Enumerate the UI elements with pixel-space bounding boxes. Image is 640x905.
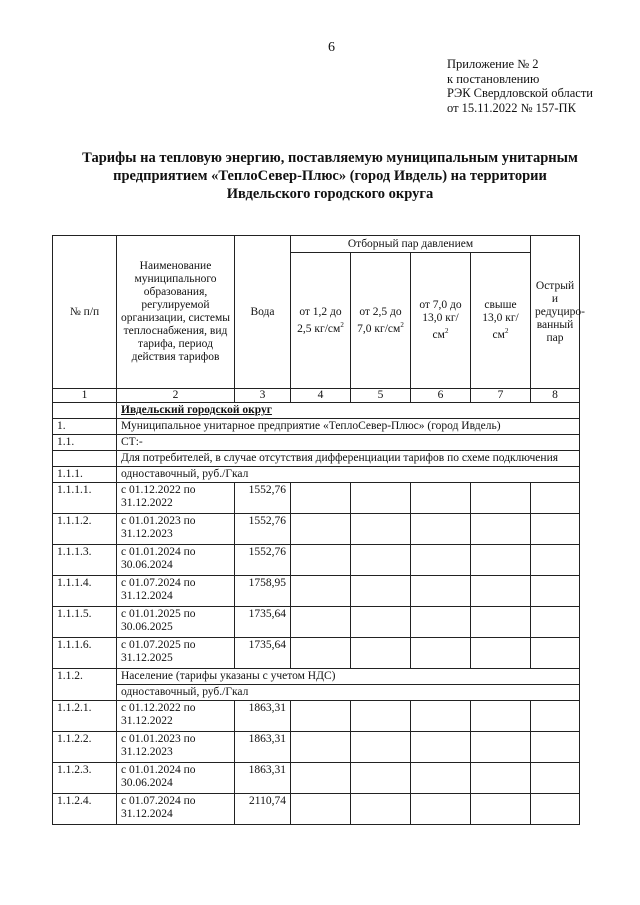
row-number: 1.1.1.	[53, 467, 117, 483]
empty-cell	[411, 607, 471, 638]
header-pressure-4: свыше 13,0 $кг/см^2$	[471, 253, 531, 389]
empty-cell	[411, 794, 471, 825]
table-row	[53, 483, 580, 514]
water-tariff-value: 1735,64	[235, 638, 291, 669]
empty-cell	[291, 763, 351, 794]
empty-cell	[291, 514, 351, 545]
column-number: 4	[291, 389, 351, 403]
header-pressure-1: от 1,2 до 2,5 $кг/см^2$	[291, 253, 351, 389]
empty-cell	[411, 701, 471, 732]
empty-cell	[531, 638, 580, 669]
water-tariff-value: 1552,76	[235, 483, 291, 514]
empty-cell	[351, 483, 411, 514]
system-row	[53, 435, 580, 451]
period-cell: с 01.07.2025 по 31.12.2025	[117, 638, 235, 669]
org-name: Муниципальное унитарное предприятие «ТеплоСевер-Плюс» (город Ивдель)	[117, 419, 580, 435]
empty-cell	[351, 794, 411, 825]
table-row	[53, 514, 580, 545]
empty-cell	[471, 483, 531, 514]
appendix-line: от 15.11.2022 № 157-ПК	[447, 100, 576, 115]
table-row	[53, 794, 580, 825]
empty-cell	[351, 638, 411, 669]
header-name: Наименование муниципального образования, регулируемой организации, системы теплоснабжения, вид тарифа, период действия тарифов	[117, 236, 235, 389]
header-water: Вода	[235, 236, 291, 389]
water-tariff-value: 1552,76	[235, 514, 291, 545]
row-number: 1.1.2.4.	[53, 794, 117, 825]
empty-cell	[471, 732, 531, 763]
empty-cell	[471, 545, 531, 576]
water-tariff-value: 2110,74	[235, 794, 291, 825]
row-number: 1.1.	[53, 435, 117, 451]
note-row	[53, 451, 580, 467]
table-cell	[53, 451, 117, 467]
row-number: 1.1.2.	[53, 669, 117, 701]
empty-cell	[531, 794, 580, 825]
column-number-row	[53, 389, 580, 403]
empty-cell	[351, 732, 411, 763]
header-sharp-steam: Острый и редуциро-ванный пар	[531, 236, 580, 389]
empty-cell	[531, 607, 580, 638]
period-cell: с 01.07.2024 по 31.12.2024	[117, 576, 235, 607]
appendix-note	[447, 57, 593, 115]
page-number: 6	[328, 40, 335, 55]
system-name: СТ:-	[117, 435, 580, 451]
period-cell: с 01.01.2025 по 30.06.2025	[117, 607, 235, 638]
group-subtitle: одноставочный, руб./Гкал	[117, 685, 580, 701]
empty-cell	[531, 732, 580, 763]
empty-cell	[471, 607, 531, 638]
group2-rows	[53, 701, 580, 825]
empty-cell	[351, 607, 411, 638]
period-cell: с 01.01.2023 по 31.12.2023	[117, 732, 235, 763]
title-line: Ивдельского городского округа	[226, 186, 434, 202]
row-number: 1.1.2.3.	[53, 763, 117, 794]
row-number: 1.1.1.5.	[53, 607, 117, 638]
table-row	[53, 607, 580, 638]
note-text: Для потребителей, в случае отсутствия дифференциации тарифов по схеме подключения	[117, 451, 580, 467]
empty-cell	[411, 545, 471, 576]
row-number: 1.	[53, 419, 117, 435]
org-row	[53, 419, 580, 435]
appendix-line: к постановлению	[447, 71, 540, 86]
row-number: 1.1.2.1.	[53, 701, 117, 732]
empty-cell	[411, 483, 471, 514]
column-number: 6	[411, 389, 471, 403]
empty-cell	[531, 701, 580, 732]
table-row	[53, 732, 580, 763]
empty-cell	[471, 576, 531, 607]
appendix-line: Приложение № 2	[447, 57, 539, 71]
empty-cell	[291, 701, 351, 732]
period-cell: с 01.12.2022 по 31.12.2022	[117, 483, 235, 514]
group-title: одноставочный, руб./Гкал	[117, 467, 580, 483]
water-tariff-value: 1758,95	[235, 576, 291, 607]
table-cell	[53, 403, 117, 419]
empty-cell	[291, 794, 351, 825]
row-number: 1.1.1.1.	[53, 483, 117, 514]
section-row	[53, 403, 580, 419]
appendix-line: РЭК Свердловской области	[447, 86, 593, 100]
period-cell: с 01.01.2024 по 30.06.2024	[117, 545, 235, 576]
empty-cell	[291, 483, 351, 514]
empty-cell	[411, 576, 471, 607]
empty-cell	[471, 794, 531, 825]
group-subrow	[53, 685, 580, 701]
empty-cell	[291, 607, 351, 638]
column-number: 2	[117, 389, 235, 403]
group-row	[53, 467, 580, 483]
empty-cell	[471, 638, 531, 669]
empty-cell	[291, 638, 351, 669]
group-title: Население (тарифы указаны с учетом НДС)	[117, 669, 580, 685]
section-title: Ивдельский городской округ	[117, 403, 580, 419]
column-number: 8	[531, 389, 580, 403]
water-tariff-value: 1863,31	[235, 763, 291, 794]
empty-cell	[351, 701, 411, 732]
group-row	[53, 669, 580, 685]
empty-cell	[531, 763, 580, 794]
period-cell: с 01.07.2024 по 31.12.2024	[117, 794, 235, 825]
period-cell: с 01.01.2023 по 31.12.2023	[117, 514, 235, 545]
empty-cell	[411, 638, 471, 669]
table-row	[53, 545, 580, 576]
water-tariff-value: 1863,31	[235, 732, 291, 763]
water-tariff-value: 1552,76	[235, 545, 291, 576]
empty-cell	[471, 701, 531, 732]
column-number: 7	[471, 389, 531, 403]
empty-cell	[411, 732, 471, 763]
empty-cell	[351, 514, 411, 545]
column-number: 1	[53, 389, 117, 403]
empty-cell	[291, 576, 351, 607]
period-cell: с 01.01.2024 по 30.06.2024	[117, 763, 235, 794]
empty-cell	[291, 732, 351, 763]
title-line: предприятием «ТеплоСевер-Плюс» (город Ивдель) на территории	[113, 168, 547, 184]
empty-cell	[411, 514, 471, 545]
table-row	[53, 763, 580, 794]
period-cell: с 01.12.2022 по 31.12.2022	[117, 701, 235, 732]
row-number: 1.1.1.6.	[53, 638, 117, 669]
empty-cell	[351, 576, 411, 607]
group1-rows	[53, 483, 580, 669]
water-tariff-value: 1735,64	[235, 607, 291, 638]
header-steam-group: Отборный пар давлением	[291, 236, 531, 253]
empty-cell	[531, 545, 580, 576]
column-number: 3	[235, 389, 291, 403]
header-number: № п/п	[53, 236, 117, 389]
column-number: 5	[351, 389, 411, 403]
empty-cell	[471, 763, 531, 794]
header-row	[53, 236, 580, 253]
empty-cell	[531, 576, 580, 607]
table-row	[53, 576, 580, 607]
row-number: 1.1.1.3.	[53, 545, 117, 576]
empty-cell	[531, 514, 580, 545]
empty-cell	[351, 763, 411, 794]
empty-cell	[411, 763, 471, 794]
empty-cell	[471, 514, 531, 545]
water-tariff-value: 1863,31	[235, 701, 291, 732]
row-number: 1.1.1.2.	[53, 514, 117, 545]
table-row	[53, 701, 580, 732]
table-row	[53, 638, 580, 669]
row-number: 1.1.1.4.	[53, 576, 117, 607]
title-line: Тарифы на тепловую энергию, поставляемую муниципальным унитарным	[82, 150, 578, 166]
empty-cell	[351, 545, 411, 576]
tariff-table	[52, 235, 585, 825]
row-number: 1.1.2.2.	[53, 732, 117, 763]
header-pressure-3: от 7,0 до 13,0 $кг/см^2$	[411, 253, 471, 389]
document-title	[60, 149, 600, 203]
header-pressure-2: от 2,5 до 7,0 $кг/см^2$	[351, 253, 411, 389]
empty-cell	[291, 545, 351, 576]
empty-cell	[531, 483, 580, 514]
